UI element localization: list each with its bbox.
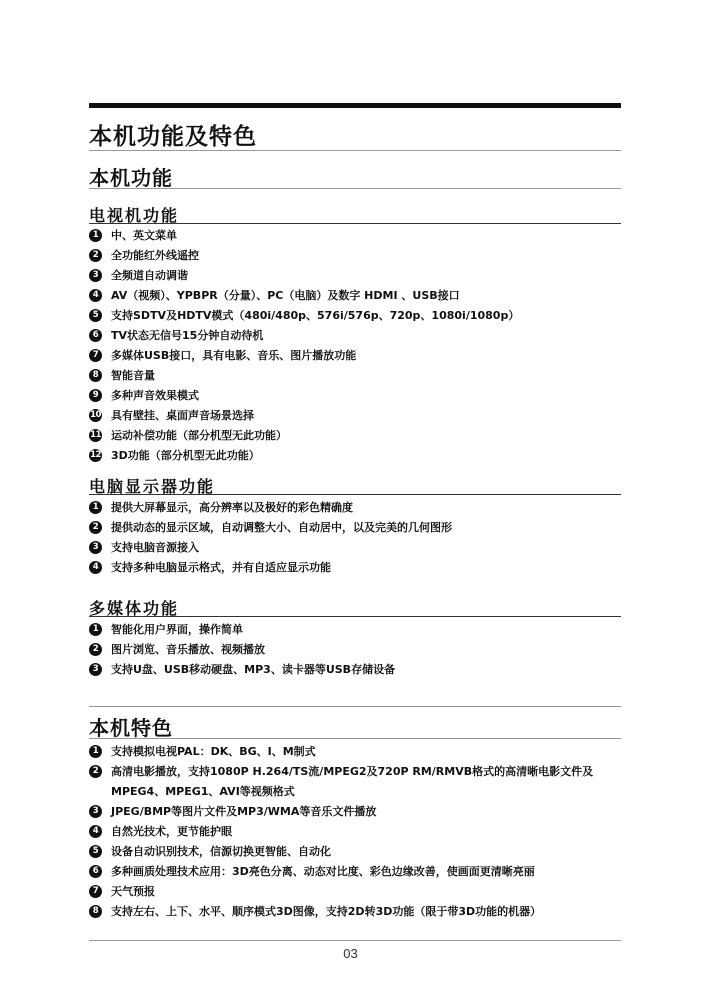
list-item-text: 支持模拟电视PAL：DK、BG、I、M制式 [111, 745, 316, 758]
list-item [89, 326, 629, 346]
list-item [89, 558, 629, 578]
number-badge-icon: 1 [89, 745, 102, 758]
list-item-text: 图片浏览、音乐播放、视频播放 [111, 643, 265, 656]
number-badge-icon: 4 [89, 825, 102, 838]
list-item-text: 多种画质处理技术应用：3D亮色分离、动态对比度、彩色边缘改善，使画面更清晰亮丽 [111, 865, 535, 878]
list-item-text: 具有壁挂、桌面声音场景选择 [111, 409, 254, 422]
list-item-text: 自然光技术，更节能护眼 [111, 825, 232, 838]
list-item [89, 386, 629, 406]
number-badge-icon: 3 [89, 269, 102, 282]
list-item [89, 306, 629, 326]
list-item [89, 882, 629, 902]
footer-divider [89, 940, 621, 941]
list-item [89, 518, 629, 538]
list-item-text: 设备自动识别技术，信源切换更智能、自动化 [111, 845, 331, 858]
list-item-text: 支持U盘、USB移动硬盘、MP3、读卡器等USB存储设备 [111, 663, 396, 676]
list-item [89, 902, 629, 922]
list-item [89, 498, 629, 518]
list-item [89, 762, 629, 802]
list-item-text: 支持左右、上下、水平、顺序模式3D图像，支持2D转3D功能（限于带3D功能的机器） [111, 905, 542, 918]
list-item-text: 提供动态的显示区域，自动调整大小、自动居中，以及完美的几何图形 [111, 521, 452, 534]
list-item [89, 266, 629, 286]
list-item [89, 802, 629, 822]
number-badge-icon: 1 [89, 623, 102, 636]
list-item-text: TV状态无信号15分钟自动待机 [111, 329, 264, 342]
list-item-text: 高清电影播放，支持1080P H.264/TS流/MPEG2及720P RM/RMVB格式的高清晰电影文件及MPEG4、MPEG1、AVI等视频格式 [111, 765, 594, 798]
number-badge-icon: 6 [89, 329, 102, 342]
list-item [89, 862, 629, 882]
subsection-divider [89, 616, 621, 617]
number-badge-icon: 3 [89, 805, 102, 818]
number-badge-icon: 5 [89, 845, 102, 858]
list-item [89, 620, 629, 640]
number-badge-icon: 9 [89, 389, 102, 402]
list-item-text: 天气预报 [111, 885, 155, 898]
list-item-text: 支持电脑音源接入 [111, 541, 199, 554]
subsection-title-tv: 电视机功能 [89, 206, 180, 225]
list-item [89, 742, 629, 762]
list-item-text: AV（视频）、YPBPR（分量）、PC（电脑）及数字 HDMI 、USB接口 [111, 289, 460, 302]
number-badge-icon: 3 [89, 663, 102, 676]
list-item-text: 全功能红外线遥控 [111, 249, 199, 262]
list-item-text: 中、英文菜单 [111, 229, 177, 242]
list-item-text: 多媒体USB接口，具有电影、音乐、图片播放功能 [111, 349, 357, 362]
number-badge-icon: 8 [89, 905, 102, 918]
subsection-title-media: 多媒体功能 [89, 599, 180, 618]
list-item [89, 366, 629, 386]
section-divider [89, 738, 621, 739]
title-divider [89, 150, 621, 151]
list-item [89, 346, 629, 366]
number-badge-icon: 2 [89, 521, 102, 534]
subsection-divider [89, 494, 621, 495]
list-item [89, 226, 629, 246]
list-item [89, 446, 629, 466]
number-badge-icon: 6 [89, 865, 102, 878]
list-item [89, 640, 629, 660]
feature-list [89, 742, 629, 922]
subsection-divider [89, 223, 621, 224]
list-item [89, 842, 629, 862]
number-badge-icon: 8 [89, 369, 102, 382]
number-badge-icon: 5 [89, 309, 102, 322]
page-number: 03 [343, 946, 358, 961]
number-badge-icon: 7 [89, 885, 102, 898]
number-badge-icon: 1 [89, 501, 102, 514]
number-badge-icon: 2 [89, 249, 102, 262]
list-item-text: 运动补偿功能（部分机型无此功能） [111, 429, 287, 442]
number-badge-icon: 2 [89, 765, 102, 778]
number-badge-icon: 3 [89, 541, 102, 554]
list-item [89, 538, 629, 558]
list-item-text: 智能化用户界面，操作简单 [111, 623, 243, 636]
list-item-text: 支持多种电脑显示格式，并有自适应显示功能 [111, 561, 331, 574]
number-badge-icon: 2 [89, 643, 102, 656]
subsection-title-pc: 电脑显示器功能 [89, 477, 216, 496]
list-item-text: 多种声音效果模式 [111, 389, 199, 402]
top-rule-bar [89, 103, 621, 108]
list-item [89, 660, 629, 680]
list-item [89, 246, 629, 266]
list-item [89, 406, 629, 426]
list-item-text: 全频道自动调谐 [111, 269, 188, 282]
section-title-features: 本机特色 [89, 716, 173, 740]
number-badge-icon: 4 [89, 561, 102, 574]
section-divider [89, 188, 621, 189]
list-item-text: 3D功能（部分机型无此功能） [111, 449, 260, 462]
media-function-list [89, 620, 629, 680]
number-badge-icon: 4 [89, 289, 102, 302]
list-item [89, 822, 629, 842]
list-item-text: 提供大屏幕显示，高分辨率以及极好的彩色精确度 [111, 501, 353, 514]
number-badge-icon: 10 [90, 410, 101, 420]
list-item [89, 286, 629, 306]
section-divider [89, 706, 621, 707]
tv-function-list [89, 226, 629, 466]
list-item [89, 426, 629, 446]
number-badge-icon: 7 [89, 349, 102, 362]
page-title: 本机功能及特色 [89, 124, 257, 150]
number-badge-icon: 1 [89, 229, 102, 242]
list-item-text: 支持SDTV及HDTV模式（480i/480p、576i/576p、720p、1080i/1080p） [111, 309, 520, 322]
number-badge-icon: 12 [90, 450, 101, 460]
list-item-text: 智能音量 [111, 369, 155, 382]
pc-function-list [89, 498, 629, 578]
number-badge-icon: 11 [90, 430, 101, 440]
section-title-functions: 本机功能 [89, 166, 173, 190]
list-item-text: JPEG/BMP等图片文件及MP3/WMA等音乐文件播放 [111, 805, 377, 818]
